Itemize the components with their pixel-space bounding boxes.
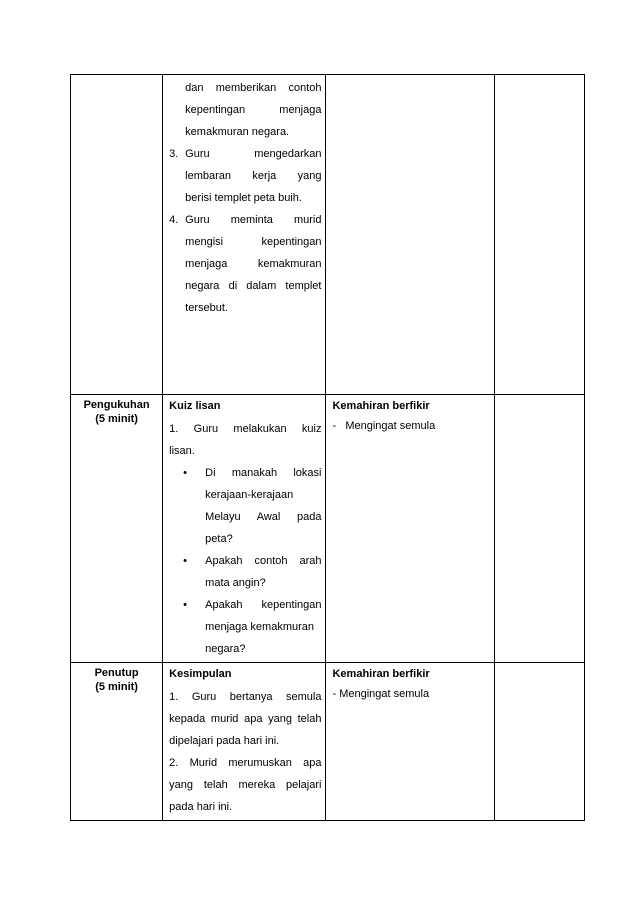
activity-heading: Kesimpulan	[169, 668, 232, 680]
activity-line: negara di dalam templet	[185, 280, 322, 292]
activity-line: kepada murid apa yang telah	[169, 713, 322, 725]
skill-heading: Kemahiran berfikir	[332, 668, 430, 680]
skill-heading: Kemahiran berfikir	[332, 400, 430, 412]
activity-cell-penutup	[163, 663, 326, 821]
activity-line: Apakah kepentingan	[205, 599, 322, 611]
skill-cell-penutup	[326, 663, 494, 821]
activity-line: Guru mengedarkan	[185, 148, 322, 160]
activity-line: Di manakah lokasi	[205, 467, 322, 479]
lesson-plan-table	[70, 74, 585, 821]
activity-line: lembaran kerja yang	[185, 170, 322, 182]
table-row-pengukuhan	[71, 395, 585, 663]
activity-cell-continuation	[163, 75, 326, 395]
quiz-question	[169, 462, 321, 550]
activity-line: dipelajari pada hari ini.	[169, 735, 280, 747]
activity-line: Apakah contoh arah	[205, 555, 322, 567]
activity-line: kemakmuran negara.	[185, 126, 290, 138]
activity-item-4	[169, 209, 321, 319]
activity-line: Melayu Awal pada	[205, 511, 322, 523]
stage-title: Pengukuhan	[83, 399, 150, 411]
activity-line: pada hari ini.	[169, 801, 233, 813]
stage-cell-pengukuhan	[71, 395, 163, 663]
stage-cell-penutup	[71, 663, 163, 821]
activity-line: berisi templet peta buih.	[185, 192, 302, 204]
activity-line: dan memberikan contoh	[185, 82, 322, 94]
activity-item-3	[169, 143, 321, 209]
stage-duration: (5 minit)	[95, 681, 138, 693]
skill-cell-empty	[326, 75, 494, 395]
skill-item: - Mengingat semula	[332, 420, 436, 432]
skill-item: - Mengingat semula	[332, 688, 430, 700]
activity-heading: Kuiz lisan	[169, 400, 221, 412]
item-number: 3.	[169, 148, 179, 160]
activity-line: yang telah mereka pelajari	[169, 779, 322, 791]
activity-line: Guru meminta murid	[185, 214, 322, 226]
stage-cell-empty	[71, 75, 163, 395]
stage-duration: (5 minit)	[95, 413, 138, 425]
activity-line: 1. Guru bertanya semula	[169, 691, 322, 703]
activity-line: kepentingan menjaga	[185, 104, 322, 116]
activity-line: menjaga kemakmuran	[205, 621, 315, 633]
bullet-icon: •	[183, 467, 188, 479]
activity-line: tersebut.	[185, 302, 228, 314]
quiz-question	[169, 550, 321, 594]
note-cell-empty	[494, 395, 584, 663]
activity-line: 2. Murid merumuskan apa	[169, 757, 322, 769]
activity-line: mengisi kepentingan	[185, 236, 322, 248]
note-cell-empty	[494, 663, 584, 821]
activity-line: negara?	[205, 643, 246, 655]
activity-line: peta?	[205, 533, 233, 545]
activity-cell-pengukuhan	[163, 395, 326, 663]
activity-line: kerajaan-kerajaan	[205, 489, 294, 501]
table-row-continuation	[71, 75, 585, 395]
activity-line: mata angin?	[205, 577, 266, 589]
table-row-penutup	[71, 663, 585, 821]
activity-line: menjaga kemakmuran	[185, 258, 322, 270]
bullet-icon: •	[183, 599, 188, 611]
activity-line: lisan.	[169, 445, 195, 457]
skill-cell-pengukuhan	[326, 395, 494, 663]
activity-line: 1. Guru melakukan kuiz	[169, 423, 322, 435]
stage-title: Penutup	[94, 667, 139, 679]
note-cell-empty	[494, 75, 584, 395]
item-number: 4.	[169, 214, 179, 226]
quiz-question	[169, 594, 321, 660]
bullet-icon: •	[183, 555, 188, 567]
